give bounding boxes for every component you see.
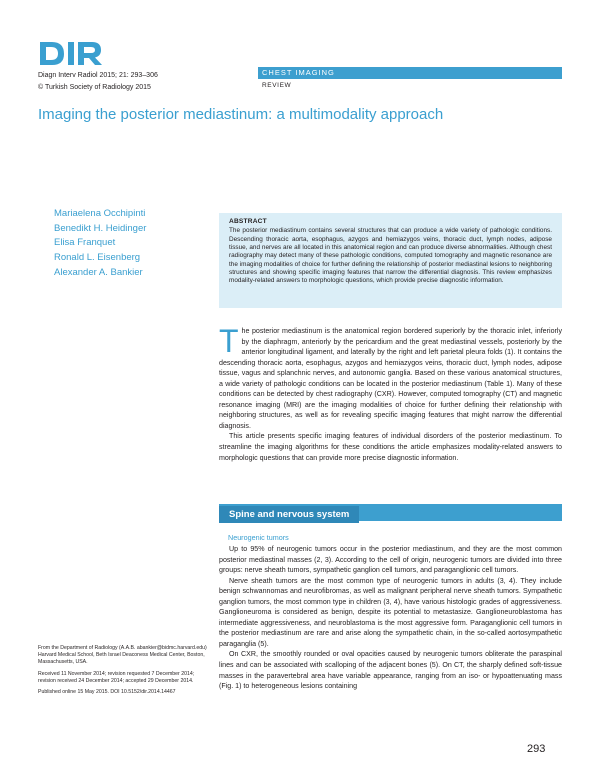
copyright: © Turkish Society of Radiology 2015 bbox=[38, 84, 151, 91]
section-paragraph-2: Nerve sheath tumors are the most common type of neurogenic tumors in adults (3, 4). They include benign schwannomas and neurofibromas, as well as malignant peripheral nerve sheath tumors. Sympathetic ganglion tumors, the most common type in children (3, 4), have various histologic grades of aggressiveness. Ganglioneuroma is considered as benign, despite its potential to metastasize. Ganglioneuroblastoma has intermediate aggressiveness, and neuroblastoma is the most aggressive form. Paraganglionic cell tumors in the posterior mediastinum are rare and arise along the sympathetic chain, in the so-called aortosympathetic paraganglia (5). bbox=[219, 576, 562, 648]
author: Mariaelena Occhipinti bbox=[54, 208, 146, 219]
section-heading-bar bbox=[219, 504, 562, 521]
received-dates: Received 11 November 2014; revision requested 7 December 2014; revision received 24 December 2014; accepted 29 December 2014. bbox=[38, 670, 195, 684]
abstract-heading: ABSTRACT bbox=[229, 218, 267, 225]
section-body bbox=[219, 544, 562, 692]
drop-cap: T bbox=[219, 323, 239, 359]
journal-logo bbox=[38, 38, 108, 66]
author-list bbox=[54, 207, 146, 281]
subheading: Neurogenic tumors bbox=[228, 533, 289, 542]
section-label: CHEST IMAGING bbox=[258, 67, 562, 79]
abstract-text: The posterior mediastinum contains several structures that can produce a wide variety of pathologic conditions. Descending thoracic aorta, esophagus, azygos and hemiazygos veins, thoracic duct, lymph nodes, adipose tissue, and nerves are all located in this anatomical region and can produce diverse abnormalities. Although chest radiography may detect many of these pathologic conditions, computed tomography and magnetic resonance are the imaging modalities of choice for further defining the relationship of posterior mediastinal lesions to neighboring structures and showing specific imaging features that narrow the differential diagnosis. This review emphasizes modality-related answers to morphologic questions, which provide precise diagnostic information. bbox=[229, 227, 552, 285]
author: Ronald L. Eisenberg bbox=[54, 252, 141, 264]
author: Alexander A. Bankier bbox=[54, 266, 143, 278]
footnotes bbox=[38, 645, 208, 700]
abstract-box bbox=[219, 213, 562, 308]
introduction bbox=[219, 323, 562, 463]
affiliation: From the Department of Radiology (A.A.B. abankier@bidmc.harvard.edu) Harvard Medical School, Beth Israel Deaconess Medical Center, Boston, Massachusetts, USA. bbox=[38, 645, 207, 666]
section-paragraph-3: On CXR, the smoothly rounded or oval opacities caused by neurogenic tumors obliterate the paraspinal lines and can be associated with scalloping of the adjacent bones (5). On CT, the sharply defined soft-tissue masses in the paravertebral area have variable appearance, ranging from an iso- or hypoattenuating mass (Fig. 1) to heterogeneous lesions containing bbox=[219, 650, 562, 691]
article-title: Imaging the posterior mediastinum: a multimodality approach bbox=[38, 106, 444, 123]
intro-paragraph-2: This article presents specific imaging features of individual disorders of the posterior mediastinum. To streamline the imaging algorithms for these conditions the article emphasizes modality-related answers to morphologic questions that can provide more precise diagnostic information. bbox=[219, 432, 562, 462]
journal-info bbox=[38, 70, 158, 94]
article-type: REVIEW bbox=[262, 82, 292, 89]
page-number: 293 bbox=[527, 743, 546, 755]
published-info: Published online 15 May 2015. DOI 10.5152/dir.2014.14467 bbox=[38, 689, 176, 696]
citation: Diagn Interv Radiol 2015; 21: 293–306 bbox=[38, 72, 158, 79]
section-heading: Spine and nervous system bbox=[219, 506, 359, 523]
author: Benedikt H. Heidinger bbox=[54, 222, 147, 234]
intro-paragraph-1: The posterior mediastinum is the anatomical region bordered superiorly by the thoracic inlet, inferiorly by the diaphragm, anteriorly by the pericardium and the great mediastinal vessels, posteriorly by the anterior longitudinal ligament, and laterally by the right and left parietal pleura folds (1). It contains the descending thoracic aorta, esophagus, azygos and hemiazygos veins, thoracic duct, lymph nodes, adipose tissue, vagus and splanchnic nerves, and autonomic ganglia. Based on these various anatomical structures, a wide variety of pathologic conditions can be located in the posterior mediastinum (Table 1). Many of these conditions can be detected by chest radiography (CXR). However, computed tomography (CT) and magnetic resonance imaging (MRI) are the imaging modalities of choice for further defining their relationship with neighboring structures, as well as for revealing specific imaging features that might narrow the differential diagnosis. bbox=[219, 323, 562, 430]
section-paragraph-1: Up to 95% of neurogenic tumors occur in the posterior mediastinum, and they are the most common posterior mediastinal masses (2, 3). According to the cell of origin, neurogenic tumors are divided into three groups: nerve sheath tumors, sympathetic ganglion cell tumors, and paraganglionic cell tumors. bbox=[219, 545, 562, 575]
author: Elisa Franquet bbox=[54, 237, 116, 249]
